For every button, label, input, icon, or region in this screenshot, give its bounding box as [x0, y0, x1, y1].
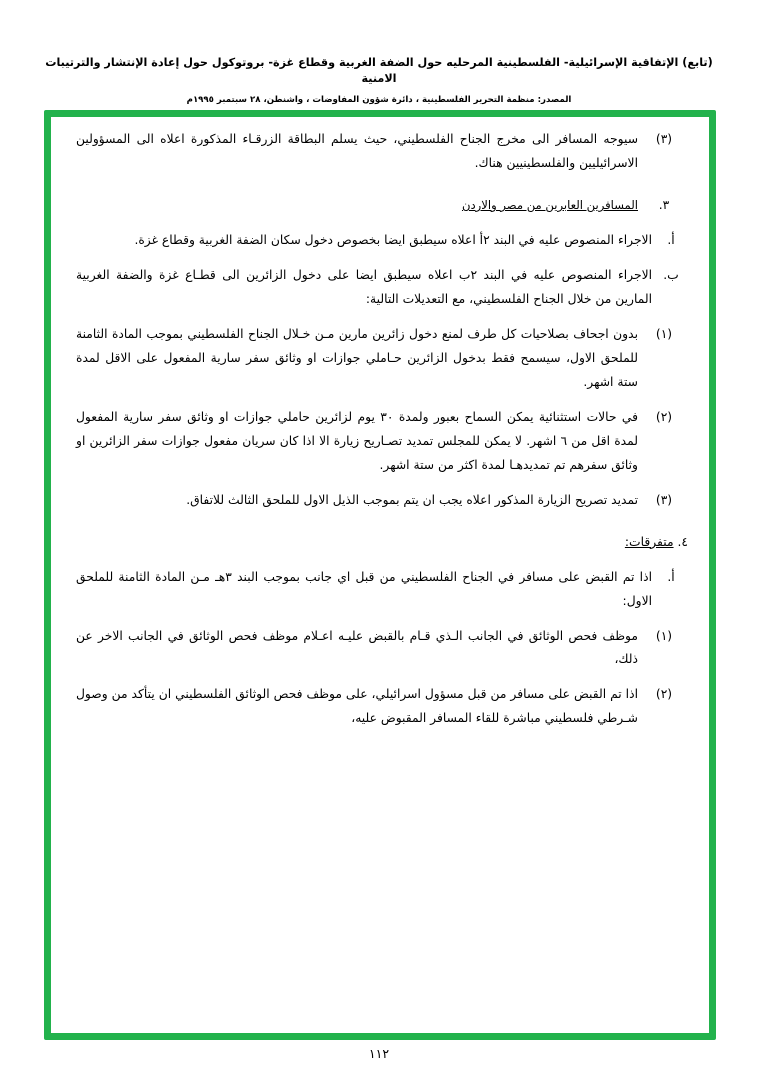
list-item — [70, 489, 690, 513]
list-item — [70, 683, 690, 731]
item-marker: (٢) — [655, 409, 673, 424]
header-source: المصدر: منظمة التحرير الفلسطينية ، دائرة شؤون المفاوضات ، واشنطن، ٢٨ سبتمبر ١٩٩٥م — [186, 95, 572, 106]
section-marker: ٣. — [658, 197, 670, 212]
item-marker: (١) — [655, 628, 673, 643]
item-marker: أ. — [667, 232, 675, 247]
header-title: (تابع) الإتفاقية الإسرائيلية- الفلسطينية المرحليه حول الضفة الغربية وقطاع غزة- بروتوكول حول إعادة الإنتشار والترتيبات الامنية — [45, 56, 713, 85]
item-marker: (٣) — [655, 132, 673, 146]
item-text: تمديد تصريح الزيارة المذكور اعلاه يجب ان يتم بموجب الذيل الاول للملحق الثالث للاتفاق. — [186, 492, 638, 507]
item-text: بدون اجحاف بصلاحيات كل طرف لمنع دخول زائرين مارين مـن خـلال الجناح الفلسطيني بموجب المادة الثامنة للملحق الاول، سيسمح فقط بدخول الزائرين حـاملي جوازات او وثائق سفر سارية المفعول على الاقل لمدة ستة اشهر. — [76, 326, 638, 389]
list-item — [70, 406, 690, 478]
section-title: متفرقات: — [624, 534, 674, 549]
document-header — [0, 55, 758, 105]
item-marker: (٣) — [655, 492, 673, 507]
section-title: المسافرين العابرين من مصر والاردن — [461, 197, 638, 212]
item-text: اذا تم القبض على مسافر في الجناح الفلسطيني من قبل اي جانب بموجب البند ٣هـ مـن المادة الثامنة للملحق الاول: — [76, 569, 652, 608]
item-text: في حالات استثنائية يمكن السماح بعبور ولمدة ٣٠ يوم لزائرين حاملي جوازات او وثائق سفر سارية المفعول لمدة اقل من ٦ اشهر. لا يمكن للمجلس تمديد تصـاريح زيارة الا اذا كان سريان مفعول جوازات سفر الزائرين او وثائق سفرهم تم تمديدهـا لمدة اكثر من ستة اشهر. — [76, 409, 638, 472]
document-body — [70, 128, 690, 732]
list-item — [70, 128, 690, 176]
item-marker: (٢) — [655, 687, 673, 702]
section-heading — [70, 531, 690, 555]
page-number: ١١٢ — [368, 1046, 390, 1061]
item-marker: أ. — [667, 569, 675, 584]
section-marker: ٤. — [677, 534, 688, 549]
section-heading — [70, 194, 690, 218]
item-text: الاجراء المنصوص عليه في البند ٢ب اعلاه سيطبق ايضا على دخول الزائرين الى قطـاع غزة والضفة الغربية المارين من خلال الجناح الفلسطيني، مع التعديلات التالية: — [76, 267, 652, 306]
list-item — [70, 229, 690, 253]
item-marker: ب. — [663, 267, 679, 282]
item-text: الاجراء المنصوص عليه في البند ٢أ اعلاه سيطبق ايضا بخصوص دخول سكان الضفة الغربية وقطاع غزة. — [134, 232, 652, 247]
item-text: اذا تم القبض على مسافر من قبل مسؤول اسرائيلي، على موظف فحص الوثائق الفلسطيني ان يتأكد من وصول شـرطي فلسطيني مباشرة للقاء المسافر المقبوض عليه، — [76, 687, 638, 726]
list-item — [70, 264, 690, 312]
item-text: سيوجه المسافر الى مخرج الجناح الفلسطيني، حيث يسلم البطاقة الزرقـاء المذكورة اعلاه الى المسؤولين الاسرائيليين والفلسطينيين هناك. — [76, 132, 638, 170]
item-text: موظف فحص الوثائق في الجانب الـذي قـام بالقبض عليـه اعـلام موظف فحص الوثائق في الجانب الاخر عن ذلك، — [76, 628, 638, 667]
list-item — [70, 323, 690, 395]
item-marker: (١) — [655, 326, 673, 341]
list-item — [70, 625, 690, 673]
list-item — [70, 566, 690, 614]
